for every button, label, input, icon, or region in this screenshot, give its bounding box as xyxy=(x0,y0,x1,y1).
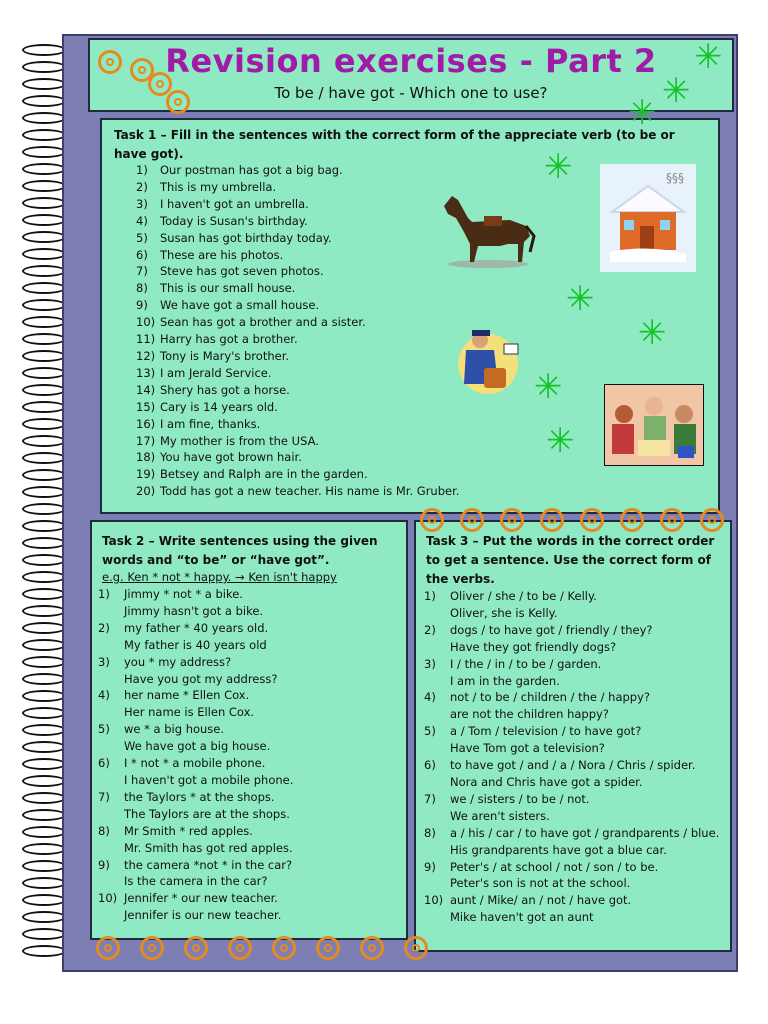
task2-item xyxy=(98,620,398,654)
orange-swirl-icon xyxy=(316,936,340,960)
spiral-loop xyxy=(22,401,66,413)
task2-item xyxy=(98,890,398,924)
orange-swirl-icon xyxy=(620,508,644,532)
question-text: Peter's / at school / not / son / to be. xyxy=(450,859,659,874)
green-star-icon: ✳ xyxy=(544,147,573,187)
task2-example: e.g. Ken * not * happy. → Ken isn't happy xyxy=(102,570,337,584)
answer-text: Have you got my address? xyxy=(124,671,278,686)
spiral-loop xyxy=(22,826,66,838)
spiral-loop xyxy=(22,945,66,957)
postman-clipart xyxy=(450,324,528,400)
item-number: 8) xyxy=(424,825,436,840)
spiral-loop xyxy=(22,537,66,549)
spiral-loop xyxy=(22,741,66,753)
spiral-loop xyxy=(22,656,66,668)
item-number: 12) xyxy=(136,348,156,363)
item-number: 2) xyxy=(424,622,436,637)
item-number: 4) xyxy=(424,690,436,705)
item-text: Shery has got a horse. xyxy=(160,382,290,397)
question-text: I * not * a mobile phone. xyxy=(124,756,266,771)
orange-swirl-icon xyxy=(580,508,604,532)
item-number: 19) xyxy=(136,467,156,482)
answer-text: Oliver, she is Kelly. xyxy=(450,605,558,620)
answer-text: Have Tom got a television? xyxy=(450,741,605,756)
task2-item xyxy=(98,857,398,891)
spiral-loop xyxy=(22,469,66,481)
item-text: I haven't got an umbrella. xyxy=(160,196,309,211)
item-number: 3) xyxy=(136,196,148,211)
question-text: not / to be / children / the / happy? xyxy=(450,690,651,705)
spiral-loop xyxy=(22,44,66,56)
question-line xyxy=(424,588,724,605)
task1-item xyxy=(136,230,459,247)
orange-swirl-icon xyxy=(420,508,444,532)
task2-heading: Task 2 – Write sentences using the given words and “to be” or “have got”. xyxy=(102,534,378,567)
answer-text: Jimmy hasn't got a bike. xyxy=(124,603,264,618)
item-number: 16) xyxy=(136,416,156,431)
spiral-loop xyxy=(22,792,66,804)
spiral-loop xyxy=(22,146,66,158)
answer-text: I am in the garden. xyxy=(450,673,560,688)
spiral-loop xyxy=(22,78,66,90)
spiral-loop xyxy=(22,248,66,260)
spiral-loop xyxy=(22,758,66,770)
item-text: These are his photos. xyxy=(160,247,284,262)
task1-item xyxy=(136,433,459,450)
question-line xyxy=(424,859,724,876)
spiral-loop xyxy=(22,911,66,923)
task2-item xyxy=(98,687,398,721)
item-text: You have got brown hair. xyxy=(160,450,302,465)
question-text: the Taylors * at the shops. xyxy=(124,789,275,804)
answer-text: Have they got friendly dogs? xyxy=(450,639,617,654)
spiral-loop xyxy=(22,520,66,532)
task1-item xyxy=(136,247,459,264)
task1-item xyxy=(136,399,459,416)
question-line xyxy=(424,622,724,639)
item-text: Harry has got a brother. xyxy=(160,332,298,347)
spiral-loop xyxy=(22,503,66,515)
spiral-loop xyxy=(22,877,66,889)
answer-text: His grandparents have got a blue car. xyxy=(450,842,667,857)
task1-item xyxy=(136,416,459,433)
item-text: I am Jerald Service. xyxy=(160,365,272,380)
question-text: dogs / to have got / friendly / they? xyxy=(450,622,653,637)
task3-panel xyxy=(414,520,732,952)
question-line xyxy=(424,825,724,842)
question-line xyxy=(98,586,398,603)
item-text: Today is Susan's birthday. xyxy=(160,213,308,228)
item-number: 20) xyxy=(136,484,156,499)
item-number: 7) xyxy=(98,789,110,804)
svg-text:§§§: §§§ xyxy=(666,171,684,185)
item-number: 4) xyxy=(98,688,110,703)
orange-swirl-icon xyxy=(460,508,484,532)
question-text: her name * Ellen Cox. xyxy=(124,688,250,703)
question-line xyxy=(424,723,724,740)
spiral-loop xyxy=(22,163,66,175)
item-number: 10) xyxy=(424,893,444,908)
answer-text: The Taylors are at the shops. xyxy=(124,806,290,821)
orange-swirl-icon xyxy=(184,936,208,960)
spiral-loop xyxy=(22,860,66,872)
spiral-loop xyxy=(22,61,66,73)
item-number: 8) xyxy=(98,823,110,838)
spiral-loop xyxy=(22,95,66,107)
task3-item xyxy=(424,859,724,893)
question-line xyxy=(424,689,724,706)
orange-swirl-icon xyxy=(700,508,724,532)
question-line xyxy=(424,892,724,909)
spiral-loop xyxy=(22,894,66,906)
item-text: Susan has got birthday today. xyxy=(160,230,332,245)
task1-item xyxy=(136,466,459,483)
spiral-loop xyxy=(22,299,66,311)
item-text: This is my umbrella. xyxy=(160,179,277,194)
answer-text: I haven't got a mobile phone. xyxy=(124,772,294,787)
orange-swirl-icon xyxy=(96,936,120,960)
item-number: 1) xyxy=(136,163,148,177)
item-number: 4) xyxy=(136,213,148,228)
orange-swirl-icon xyxy=(500,508,524,532)
spiral-loop xyxy=(22,418,66,430)
horse-clipart xyxy=(438,192,536,270)
item-text: Tony is Mary's brother. xyxy=(160,348,290,363)
question-text: Oliver / she / to be / Kelly. xyxy=(450,589,597,603)
orange-swirl-icon xyxy=(148,72,172,96)
answer-text: Her name is Ellen Cox. xyxy=(124,705,255,720)
question-text: Jennifer * our new teacher. xyxy=(124,891,278,906)
item-number: 15) xyxy=(136,399,156,414)
green-star-icon: ✳ xyxy=(534,367,563,407)
answer-text: Mr. Smith has got red apples. xyxy=(124,840,293,855)
question-line xyxy=(424,757,724,774)
task2-item xyxy=(98,823,398,857)
task3-item xyxy=(424,892,724,926)
spiral-loop xyxy=(22,588,66,600)
spiral-loop xyxy=(22,639,66,651)
spiral-loop xyxy=(22,316,66,328)
green-star-icon: ✳ xyxy=(566,279,595,319)
item-text: Betsey and Ralph are in the garden. xyxy=(160,467,368,482)
spiral-loop xyxy=(22,282,66,294)
spiral-loop xyxy=(22,486,66,498)
page-title: Revision exercises - Part 2 xyxy=(165,42,657,80)
question-line xyxy=(424,656,724,673)
item-text: My mother is from the USA. xyxy=(160,433,319,448)
question-text: Mr Smith * red apples. xyxy=(124,823,253,838)
question-text: we * a big house. xyxy=(124,722,225,737)
task3-heading: Task 3 – Put the words in the correct order to get a sentence. Use the correct form of the verbs. xyxy=(426,534,715,586)
item-text: I am fine, thanks. xyxy=(160,416,261,431)
task1-item xyxy=(136,297,459,314)
page-subtitle: To be / have got - Which one to use? xyxy=(274,84,548,102)
spiral-loop xyxy=(22,231,66,243)
question-line xyxy=(98,654,398,671)
orange-swirl-icon xyxy=(660,508,684,532)
item-number: 5) xyxy=(424,724,436,739)
orange-swirl-icon xyxy=(166,90,190,114)
question-text: you * my address? xyxy=(124,654,232,669)
answer-text: We have got a big house. xyxy=(124,739,271,754)
item-number: 13) xyxy=(136,365,156,380)
spiral-loop xyxy=(22,112,66,124)
question-text: the camera *not * in the car? xyxy=(124,857,293,872)
item-text: Steve has got seven photos. xyxy=(160,264,324,279)
item-number: 8) xyxy=(136,281,148,296)
item-number: 3) xyxy=(424,656,436,671)
question-text: a / his / car / to have got / grandparents / blue. xyxy=(450,825,720,840)
item-text: We have got a small house. xyxy=(160,298,320,313)
question-line xyxy=(424,791,724,808)
answer-text: are not the children happy? xyxy=(450,707,609,722)
question-line xyxy=(98,823,398,840)
task2-item xyxy=(98,654,398,688)
question-line xyxy=(98,789,398,806)
item-number: 2) xyxy=(98,620,110,635)
orange-swirl-icon xyxy=(360,936,384,960)
item-number: 7) xyxy=(136,264,148,279)
question-text: to have got / and / a / Nora / Chris / spider. xyxy=(450,758,696,773)
spiral-loop xyxy=(22,435,66,447)
item-number: 3) xyxy=(98,654,110,669)
spiral-loop xyxy=(22,384,66,396)
spiral-loop xyxy=(22,571,66,583)
spiral-loop xyxy=(22,775,66,787)
task1-item xyxy=(136,213,459,230)
item-number: 6) xyxy=(98,756,110,771)
orange-swirl-icon xyxy=(140,936,164,960)
question-text: a / Tom / television / to have got? xyxy=(450,724,642,739)
spiral-loop xyxy=(22,214,66,226)
question-text: I / the / in / to be / garden. xyxy=(450,656,602,671)
question-text: we / sisters / to be / not. xyxy=(450,791,590,806)
item-number: 9) xyxy=(98,857,110,872)
answer-text: Peter's son is not at the school. xyxy=(450,876,631,891)
task2-item xyxy=(98,789,398,823)
spiral-loop xyxy=(22,707,66,719)
green-star-icon: ✳ xyxy=(628,93,657,133)
task3-item xyxy=(424,723,724,757)
green-star-icon: ✳ xyxy=(638,313,667,353)
question-line xyxy=(98,857,398,874)
answer-text: My father is 40 years old xyxy=(124,637,267,652)
house-clipart xyxy=(600,164,696,272)
item-number: 9) xyxy=(424,859,436,874)
task1-heading: Task 1 – Fill in the sentences with the correct form of the appreciate verb (to be or have got). xyxy=(114,128,675,161)
task1-item xyxy=(136,348,459,365)
orange-swirl-icon xyxy=(228,936,252,960)
question-text: aunt / Mike/ an / not / have got. xyxy=(450,893,632,908)
task1-item xyxy=(136,179,459,196)
birthday-party-clipart xyxy=(604,384,704,466)
item-number: 18) xyxy=(136,450,156,465)
item-number: 17) xyxy=(136,433,156,448)
green-star-icon: ✳ xyxy=(662,71,691,111)
spiral-loop xyxy=(22,690,66,702)
item-number: 7) xyxy=(424,791,436,806)
task3-item xyxy=(424,757,724,791)
question-line xyxy=(98,721,398,738)
item-number: 10) xyxy=(98,891,118,906)
task3-item xyxy=(424,622,724,656)
spiral-loop xyxy=(22,129,66,141)
item-number: 10) xyxy=(136,315,156,330)
spiral-loop xyxy=(22,928,66,940)
task1-item xyxy=(136,331,459,348)
item-text: This is our small house. xyxy=(160,281,296,296)
task1-item xyxy=(136,196,459,213)
task2-item xyxy=(98,586,398,620)
green-star-icon: ✳ xyxy=(694,37,723,77)
task3-item xyxy=(424,656,724,690)
task3-item xyxy=(424,689,724,723)
question-line xyxy=(98,890,398,907)
task2-list xyxy=(98,586,398,924)
spiral-loop xyxy=(22,673,66,685)
item-text: Todd has got a new teacher. His name is Mr. Gruber. xyxy=(160,484,460,499)
task1-item xyxy=(136,280,459,297)
answer-text: We aren't sisters. xyxy=(450,808,550,823)
answer-text: Is the camera in the car? xyxy=(124,874,268,889)
orange-swirl-icon xyxy=(404,936,428,960)
question-line xyxy=(98,620,398,637)
spiral-loop xyxy=(22,265,66,277)
spiral-loop xyxy=(22,605,66,617)
item-number: 5) xyxy=(136,230,148,245)
item-number: 1) xyxy=(98,587,110,601)
item-number: 6) xyxy=(136,247,148,262)
item-number: 11) xyxy=(136,332,156,347)
item-text: Cary is 14 years old. xyxy=(160,399,278,414)
item-text: Sean has got a brother and a sister. xyxy=(160,315,366,330)
task1-item xyxy=(136,382,459,399)
question-line xyxy=(98,687,398,704)
spiral-loop xyxy=(22,622,66,634)
task1-item xyxy=(136,162,459,179)
task2-item xyxy=(98,721,398,755)
task1-item xyxy=(136,483,459,500)
spiral-loop xyxy=(22,452,66,464)
answer-text: Nora and Chris have got a spider. xyxy=(450,774,643,789)
spiral-loop xyxy=(22,367,66,379)
spiral-loop xyxy=(22,333,66,345)
item-text: Our postman has got a big bag. xyxy=(160,163,343,177)
item-number: 5) xyxy=(98,722,110,737)
spiral-loop xyxy=(22,724,66,736)
task3-item xyxy=(424,791,724,825)
orange-swirl-icon xyxy=(540,508,564,532)
task3-item xyxy=(424,825,724,859)
answer-text: Mike haven't got an aunt xyxy=(450,910,594,925)
spiral-loop xyxy=(22,843,66,855)
question-line xyxy=(98,755,398,772)
spiral-loop xyxy=(22,180,66,192)
green-star-icon: ✳ xyxy=(546,421,575,461)
task1-item xyxy=(136,365,459,382)
spiral-loop xyxy=(22,809,66,821)
spiral-loop xyxy=(22,350,66,362)
task1-item xyxy=(136,263,459,280)
question-text: my father * 40 years old. xyxy=(124,620,269,635)
task1-item xyxy=(136,449,459,466)
answer-text: Jennifer is our new teacher. xyxy=(124,908,282,923)
task2-item xyxy=(98,755,398,789)
task3-item xyxy=(424,588,724,622)
orange-swirl-icon xyxy=(272,936,296,960)
task1-list xyxy=(136,162,459,500)
item-number: 6) xyxy=(424,758,436,773)
spiral-loop xyxy=(22,197,66,209)
item-number: 14) xyxy=(136,382,156,397)
item-number: 9) xyxy=(136,298,148,313)
orange-swirl-icon xyxy=(98,50,122,74)
item-number: 2) xyxy=(136,179,148,194)
spiral-loop xyxy=(22,554,66,566)
task2-panel xyxy=(90,520,408,940)
task3-list xyxy=(424,588,724,926)
item-number: 1) xyxy=(424,589,436,603)
question-text: Jimmy * not * a bike. xyxy=(124,587,243,601)
task1-item xyxy=(136,314,459,331)
